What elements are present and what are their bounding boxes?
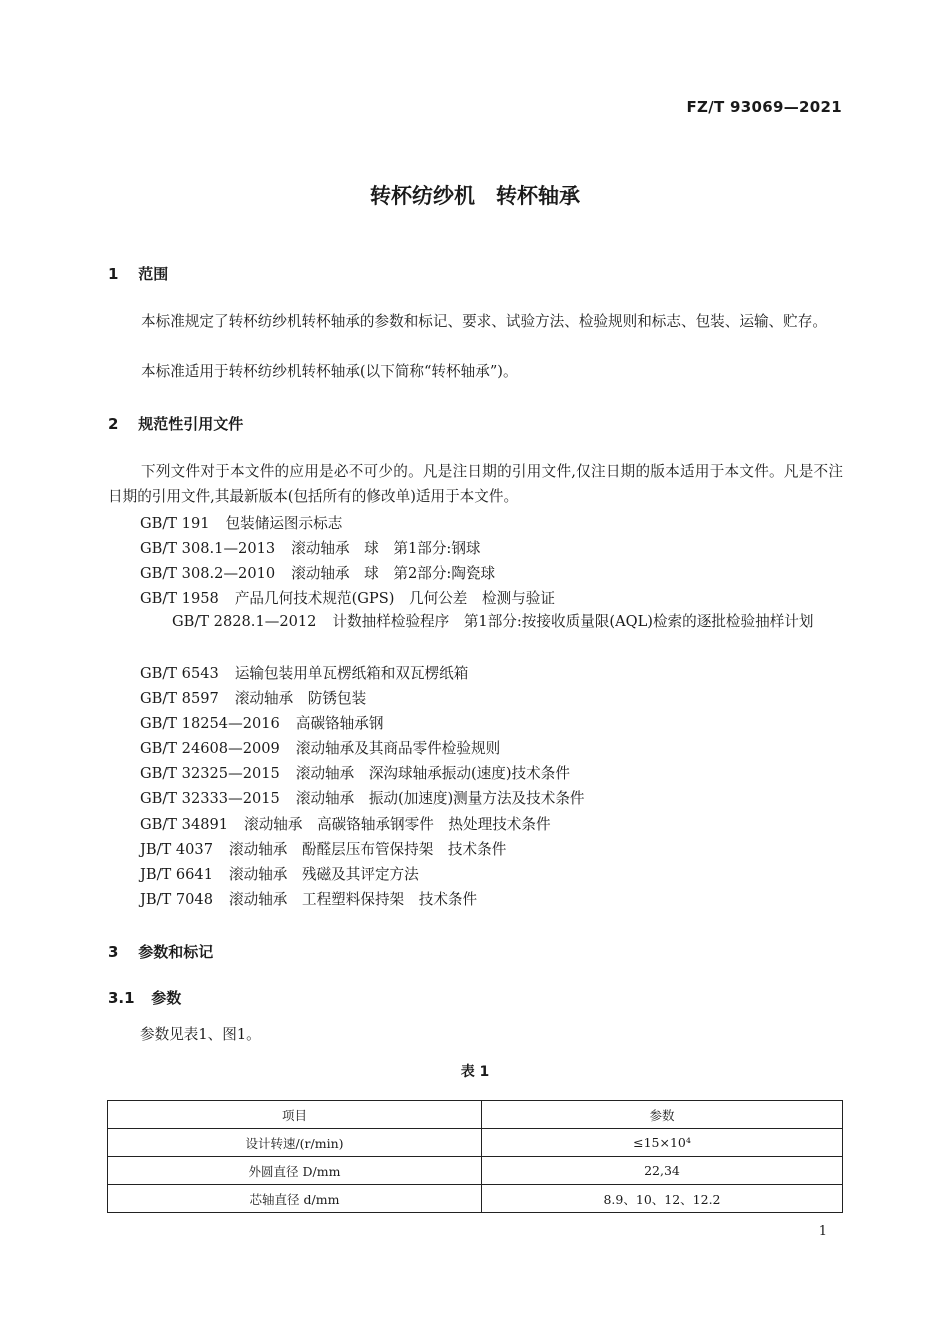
reference-title: 滚动轴承 振动(加速度)测量方法及技术条件 [295,790,585,807]
reference-code: GB/T 8597 [140,690,219,707]
reference-item [140,712,383,733]
reference-item [140,587,555,608]
table-row [108,1129,843,1157]
reference-code: JB/T 6641 [140,866,214,883]
document-title: 转杯纺纱机 转杯轴承 [370,184,580,208]
reference-title: 滚动轴承 工程塑料保持架 技术条件 [229,891,478,908]
reference-item [140,662,468,683]
reference-title: 滚动轴承 残磁及其评定方法 [229,866,419,883]
section-1-heading [108,263,168,284]
reference-item [140,537,481,558]
reference-code: GB/T 6543 [140,665,219,682]
reference-code: GB/T 308.2—2010 [140,565,276,582]
table-cell-item: 外圆直径 D/mm [108,1157,482,1185]
table-caption: 表 1 [460,1064,490,1080]
reference-item [140,512,342,533]
reference-title: 滚动轴承 高碳铬轴承钢零件 热处理技术条件 [244,816,551,833]
reference-title: 滚动轴承 球 第1部分:钢球 [291,540,481,557]
section-title: 参数和标记 [138,943,214,961]
reference-item [140,863,419,884]
reference-code: GB/T 308.1—2013 [140,540,276,557]
standard-code: FZ/T 93069—2021 [686,98,842,116]
reference-title: 计数抽样检验程序 第1部分:按接收质量限(AQL)检索的逐批检验抽样计划 [332,613,814,630]
reference-title: 滚动轴承 酚醛层压布管保持架 技术条件 [229,841,507,858]
section-1-paragraph-1: 本标准规定了转杯纺纱机转杯轴承的参数和标记、要求、试验方法、检验规则和标志、包装、运输、贮存。 [141,313,827,330]
subsection-3-1-text: 参数见表1、图1。 [140,1026,261,1043]
reference-title: 高碳铬轴承钢 [295,715,384,732]
table-cell-value: 8.9、10、12、12.2 [482,1185,843,1213]
reference-title: 滚动轴承 防锈包装 [234,690,367,707]
reference-code: JB/T 4037 [140,841,214,858]
reference-title: 产品几何技术规范(GPS) 几何公差 检测与验证 [234,590,555,607]
page-number: 1 [818,1224,827,1239]
reference-code: GB/T 1958 [140,590,219,607]
reference-code: GB/T 18254—2016 [140,715,280,732]
section-title: 规范性引用文件 [138,415,244,433]
reference-code: GB/T 32325—2015 [140,765,280,782]
reference-item [108,609,843,634]
parameter-table [107,1100,843,1213]
table-cell-item: 设计转速/(r/min) [108,1129,482,1157]
reference-item [140,687,366,708]
section-2-heading [108,413,243,434]
column-header: 项目 [108,1101,482,1129]
table-cell-value: ≤15×10⁴ [482,1129,843,1157]
section-number: 2 [108,415,119,433]
reference-code: GB/T 32333—2015 [140,790,280,807]
subsection-3-1-heading [108,987,181,1008]
section-3-heading [108,941,213,962]
reference-item [140,813,551,834]
reference-title: 滚动轴承 深沟球轴承振动(速度)技术条件 [295,765,570,782]
reference-code: GB/T 2828.1—2012 [172,613,317,630]
subsection-title: 参数 [151,989,182,1007]
reference-item [140,838,506,859]
table-cell-value: 22,34 [482,1157,843,1185]
subsection-number: 3.1 [108,989,135,1007]
reference-code: GB/T 24608—2009 [140,740,280,757]
table-cell-item: 芯轴直径 d/mm [108,1185,482,1213]
section-title: 范围 [138,265,169,283]
reference-item [140,787,585,808]
table-row [108,1185,843,1213]
reference-code: GB/T 34891 [140,816,229,833]
reference-title: 滚动轴承及其商品零件检验规则 [295,740,501,757]
section-number: 3 [108,943,119,961]
reference-code: JB/T 7048 [140,891,214,908]
reference-title: 运输包装用单瓦楞纸箱和双瓦楞纸箱 [234,665,469,682]
table-row [108,1157,843,1185]
reference-item [140,888,477,909]
reference-item [140,737,500,758]
table-header-row [108,1101,843,1129]
reference-title: 包装储运图示标志 [225,515,343,532]
reference-code: GB/T 191 [140,515,210,532]
section-number: 1 [108,265,119,283]
reference-item [140,762,570,783]
reference-item [140,562,495,583]
reference-title: 滚动轴承 球 第2部分:陶瓷球 [291,565,496,582]
section-1-paragraph-2: 本标准适用于转杯纺纱机转杯轴承(以下简称“转杯轴承”)。 [141,363,518,380]
column-header: 参数 [482,1101,843,1129]
section-2-intro: 下列文件对于本文件的应用是必不可少的。凡是注日期的引用文件,仅注日期的版本适用于本文件。凡是不注日期的引用文件,其最新版本(包括所有的修改单)适用于本文件。 [108,463,843,505]
